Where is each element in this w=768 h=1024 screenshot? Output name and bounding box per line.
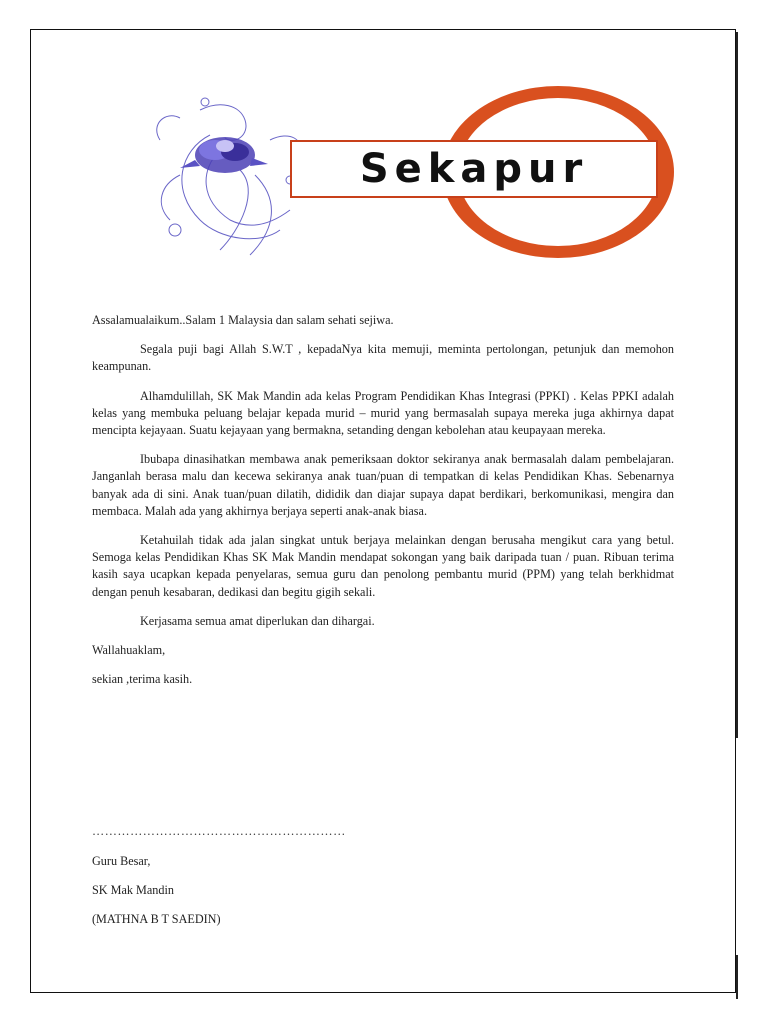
signer-position: Guru Besar,	[92, 854, 151, 868]
paragraph: Ibubapa dinasihatkan membawa anak pemeriksaan doktor sekiranya anak bermasalah dalam pembelajaran. Janganlah berasa malu dan kecewa sekiranya anak tuan/puan di tempatkan di kelas Pendidikan Khas. Sebenarnya banyak ada di sini. Anak tuan/puan dilatih, dididik dan diajar supaya dapat berdikari, berkomunikasi, mengira dan membaca. Malah ada yang akhirnya berjaya seperti anak-anak biasa.	[92, 452, 674, 518]
rose-icon	[180, 137, 268, 173]
page-edge-right	[736, 32, 738, 738]
signature-line: ……………………………………………………	[92, 824, 346, 838]
page-edge-bottom	[736, 955, 738, 999]
greeting: Assalamualaikum..Salam 1 Malaysia dan salam sehati sejiwa.	[92, 313, 394, 327]
letter-body	[92, 312, 674, 700]
closing-line: Wallahuaklam,	[92, 643, 166, 658]
paragraph: Alhamdulillah, SK Mak Mandin ada kelas Program Pendidikan Khas Integrasi (PPKI) . Kelas PPKI adalah kelas yang membuka peluang belajar kepada murid – murid yang bermasalah supaya mereka juga akhirnya dapat mencipta kejayaan. Suatu kejayaan yang bermakna, setanding dengan kebolehan atau keupayaan mereka.	[92, 388, 674, 438]
paragraph: Ketahuilah tidak ada jalan singkat untuk berjaya melainkan dengan berusaha mengikut cara yang betul. Semoga kelas Pendidikan Khas SK Mak Mandin mendapat sokongan yang baik daripada tuan / puan. Ribuan terima kasih saya ucapkan kepada penyelaras, semua guru dan penolong pembantu murid (PPM) yang telah berkhidmat dengan penuh kesabaran, dedikasi dan begitu gigih sekali.	[92, 533, 674, 599]
signer-name: (MATHNA B T SAEDIN)	[92, 912, 221, 926]
page-title: Sekapur	[359, 146, 589, 192]
signature-block	[92, 824, 492, 940]
paragraph: Kerjasama semua amat diperlukan dan dihargai.	[140, 613, 375, 628]
paragraph: Segala puji bagi Allah S.W.T , kepadaNya kita memuji, meminta pertolongan, petunjuk dan memohon keampunan.	[92, 342, 674, 374]
title-box	[290, 140, 658, 198]
purple-rose-flourish-icon	[157, 98, 301, 255]
closing-line: sekian ,terima kasih.	[92, 672, 193, 687]
signer-school: SK Mak Mandin	[92, 883, 174, 897]
